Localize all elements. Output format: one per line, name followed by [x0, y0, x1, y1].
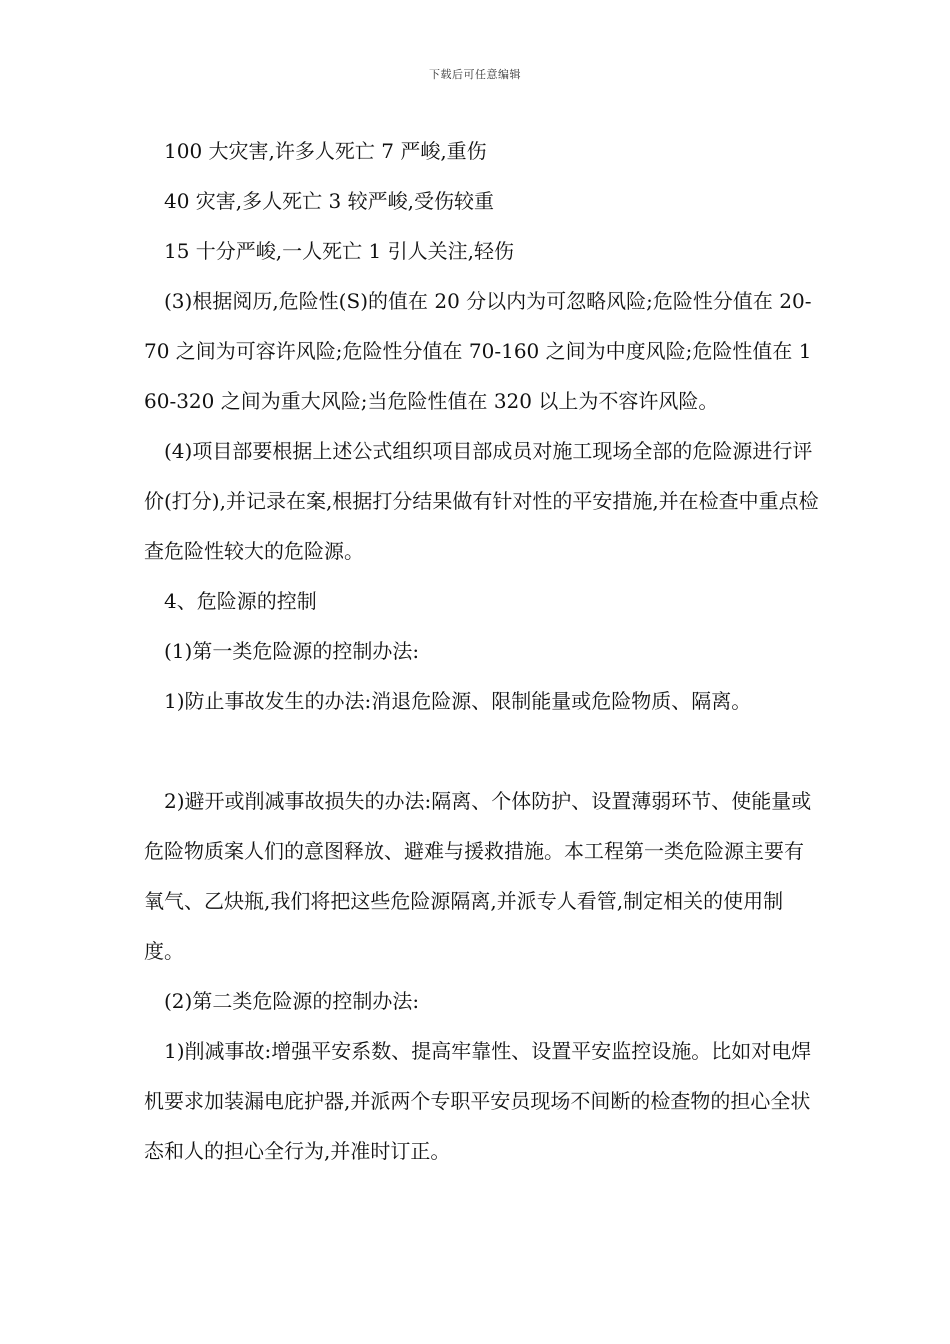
document-body	[144, 126, 820, 1176]
section-heading-hazard-control: 4、危险源的控制	[164, 589, 317, 613]
paragraph-loss-reduction: 2)避开或削减事故损失的办法:隔离、个体防护、设置薄弱环节、使能量或危险物质案人们的意图释放、避难与援救措施。本工程第一类危险源主要有氧气、乙炔瓶,我们将把这些危险源隔离,并派专人看管,制定相关的使用制度。	[144, 789, 812, 963]
paragraph-hazard-level-40: 40 灾害,多人死亡 3 较严峻,受伤较重	[164, 189, 494, 213]
subheading-first-class-control: (1)第一类危险源的控制办法:	[164, 639, 420, 663]
subheading-second-class-control: (2)第二类危险源的控制办法:	[164, 989, 420, 1013]
paragraph-project-assessment: (4)项目部要根据上述公式组织项目部成员对施工现场全部的危险源进行评价(打分),并记录在案,根据打分结果做有针对性的平安措施,并在检查中重点检查危险性较大的危险源。	[144, 439, 819, 563]
paragraph-hazard-level-15: 15 十分严峻,一人死亡 1 引人关注,轻伤	[164, 239, 514, 263]
paragraph-hazard-level-100: 100 大灾害,许多人死亡 7 严峻,重伤	[164, 139, 487, 163]
page-header: 下载后可任意编辑	[429, 68, 521, 81]
paragraph-accident-reduction: 1)削减事故:增强平安系数、提高牢靠性、设置平安监控设施。比如对电焊机要求加装漏电庇护器,并派两个专职平安员现场不间断的检查物的担心全状态和人的担心全行为,并准时订正。	[144, 1039, 812, 1163]
paragraph-accident-prevention: 1)防止事故发生的办法:消退危险源、限制能量或危险物质、隔离。	[164, 689, 752, 713]
paragraph-risk-evaluation: (3)根据阅历,危险性(S)的值在 20 分以内为可忽略风险;危险性分值在 20-70 之间为可容许风险;危险性分值在 70-160 之间为中度风险;危险性值在 160-320 之间为重大风险;当危险性值在 320 以上为不容许风险。	[144, 289, 812, 413]
